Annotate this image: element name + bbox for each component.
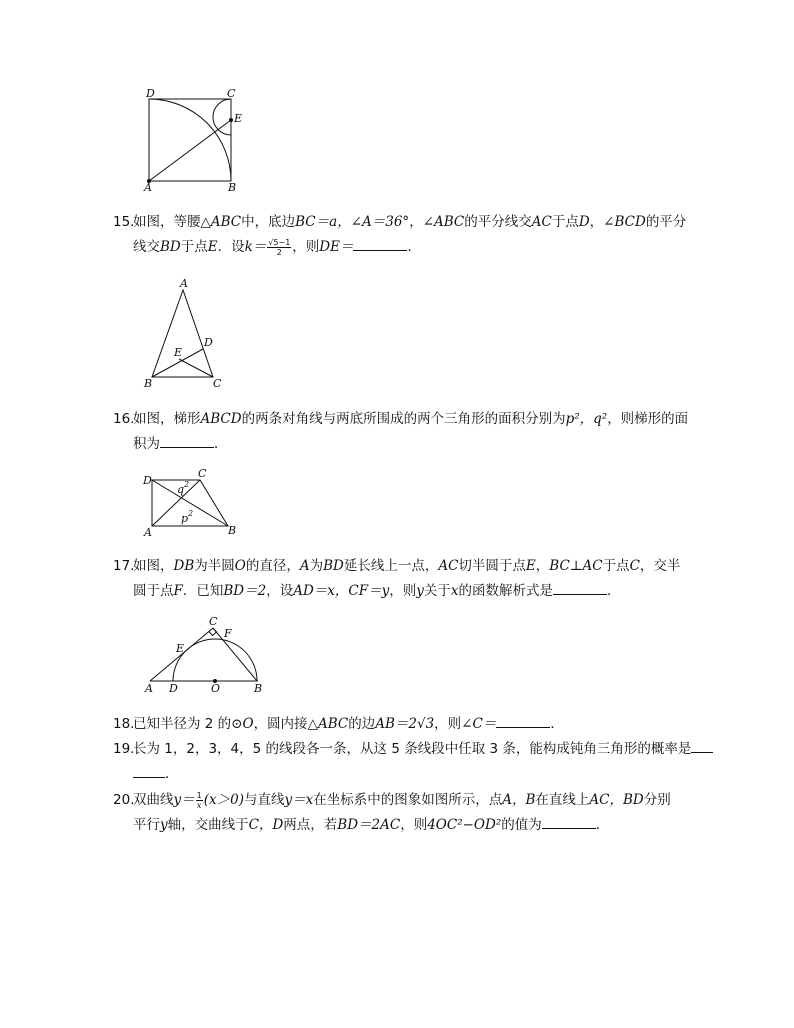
math: △ABC [307, 716, 349, 732]
question-number: 15. [113, 214, 135, 230]
math: △ABC [200, 214, 242, 230]
label-B: B [228, 181, 237, 194]
math: y＝x [284, 792, 314, 808]
text: 于点 [551, 214, 579, 230]
label-q-exponent: 2 [184, 480, 190, 489]
math: AC，BD [589, 792, 644, 808]
label-B: B [254, 682, 263, 695]
text: ，则 [434, 716, 462, 732]
text: 与直线 [243, 792, 285, 808]
math: BD＝2AC [337, 817, 401, 833]
question-16 [113, 407, 733, 457]
question-17 [113, 554, 733, 604]
text: ． [595, 817, 610, 833]
text: 积为 [133, 436, 160, 452]
math: y [416, 583, 424, 599]
text: 在直线上 [535, 792, 590, 808]
question-number: 20. [113, 792, 135, 808]
label-D: D [169, 682, 178, 695]
text: 在坐标系中的图象如图所示，点 [313, 792, 503, 808]
figure-trapezoid [140, 466, 240, 542]
math: BC⊥AC [549, 558, 603, 574]
text: 于点 [602, 558, 630, 574]
text: 的直径， [245, 558, 300, 574]
label-A: A [180, 277, 188, 290]
text: 双曲线 [133, 792, 174, 808]
text: ． [550, 716, 564, 732]
math: DB [173, 558, 195, 574]
text: ， [535, 558, 550, 574]
label-E: E [174, 346, 183, 359]
text: 分别 [643, 792, 671, 808]
label-p-exponent: 2 [188, 509, 194, 518]
text: 为 [309, 558, 324, 574]
question-20 [113, 788, 733, 838]
fraction-numerator: √5−1 [268, 237, 291, 247]
text: 切半圆于点 [458, 558, 526, 574]
math: x [450, 583, 459, 599]
text: 两点，若 [283, 817, 338, 833]
text: 延长线上一点， [343, 558, 439, 574]
math: y＝ [173, 792, 195, 808]
label-C: C [209, 615, 218, 628]
math: (x＞0) [203, 792, 244, 808]
text: 的值为 [501, 817, 542, 833]
question-15 [113, 210, 733, 260]
math: ∠ABC [422, 214, 465, 230]
answer-blank[interactable] [353, 236, 407, 251]
text: ， [409, 214, 423, 230]
text: 于点 [180, 239, 208, 255]
math: ⊙O [231, 716, 254, 732]
text: 的边 [348, 716, 376, 732]
answer-blank[interactable] [691, 738, 713, 753]
text: 的函数解析式是 [458, 583, 553, 599]
text: 的两条对角线与两底所围成的两个三角形的面积分别为 [241, 411, 566, 427]
math: BD [323, 558, 344, 574]
question-number: 18. [113, 716, 135, 732]
label-p: p [181, 512, 189, 525]
label-D: D [143, 474, 152, 487]
text: ． [165, 766, 179, 782]
text: ． [407, 239, 421, 255]
answer-blank[interactable] [496, 713, 550, 728]
label-E: E [176, 642, 185, 655]
math: DE＝ [319, 239, 354, 255]
text: ，则 [389, 583, 417, 599]
label-O: O [211, 682, 221, 695]
text: 长为 1，2，3，4，5 的线段各一条，从这 5 条线段中任取 3 条，能构成钝角三角形的概率是 [133, 741, 692, 757]
question-18 [113, 712, 733, 737]
label-B: B [228, 524, 237, 537]
question-number: 16. [113, 411, 135, 427]
text: 的平分线交 [464, 214, 532, 230]
fraction-denominator: 2 [276, 247, 282, 257]
label-C: C [227, 87, 236, 100]
text: ，则 [292, 239, 320, 255]
math: C，D [248, 817, 284, 833]
text: ， [589, 214, 604, 230]
math: E [207, 239, 218, 255]
math: AC [438, 558, 459, 574]
text: ，则 [400, 817, 428, 833]
text: ．已知 [182, 583, 224, 599]
math: D [578, 214, 590, 230]
math: A，B [502, 792, 536, 808]
label-F: F [224, 627, 232, 640]
label-E: E [234, 112, 243, 125]
question-number: 17. [113, 558, 135, 574]
math: AD＝x，CF＝y [293, 583, 390, 599]
math: AC [531, 214, 552, 230]
text: ，设 [266, 583, 294, 599]
fraction [196, 791, 203, 810]
text: ． [607, 583, 621, 599]
figure-isosceles-triangle [140, 276, 230, 392]
text: 如图， [133, 558, 174, 574]
fraction-numerator: 1 [196, 790, 202, 800]
text: ，则梯形的面 [607, 411, 689, 427]
math: 4OC²−OD² [427, 817, 502, 833]
label-q: q [177, 483, 185, 496]
label-D: D [146, 87, 155, 100]
text: 如图，等腰 [133, 214, 201, 230]
label-A: A [144, 181, 152, 194]
text: 圆于点 [133, 583, 174, 599]
text: ，圆内接 [253, 716, 308, 732]
label-D: D [204, 336, 213, 349]
text: ．设 [217, 239, 245, 255]
math: BD [160, 239, 181, 255]
math: C [629, 558, 640, 574]
question-19 [113, 737, 733, 787]
math: ∠C＝ [461, 716, 497, 732]
label-A: A [144, 526, 152, 539]
text: 轴，交曲线于 [167, 817, 249, 833]
text: 中，底边 [241, 214, 296, 230]
label-C: C [213, 377, 222, 390]
label-B: B [144, 377, 153, 390]
figure-square-arcs [140, 84, 250, 194]
label-C: C [198, 467, 207, 480]
figure-semicircle-tangent [140, 612, 270, 696]
answer-blank-continued[interactable] [133, 763, 165, 778]
math: ∠BCD [603, 214, 646, 230]
text: ． [214, 436, 228, 452]
fraction [267, 238, 291, 257]
text: 已知半径为 2 的 [133, 716, 232, 732]
text: 如图，梯形 [133, 411, 201, 427]
math: k＝ [244, 239, 267, 255]
text: ，交半 [639, 558, 681, 574]
math: BC＝a，∠A＝36° [295, 214, 410, 230]
math: p²，q² [565, 411, 608, 427]
text: 关于 [423, 583, 451, 599]
math: A [299, 558, 310, 574]
question-number: 19. [113, 741, 135, 757]
text: 为半圆 [194, 558, 235, 574]
math: ABCD [200, 411, 242, 427]
fraction-denominator: x [196, 800, 202, 810]
math: F [173, 583, 183, 599]
math: BD＝2 [223, 583, 267, 599]
answer-blank[interactable] [542, 814, 596, 829]
text: 线交 [133, 239, 160, 255]
text: 的平分 [645, 214, 687, 230]
text: 平行 [133, 817, 160, 833]
answer-blank[interactable] [160, 433, 214, 448]
math: y [160, 817, 168, 833]
label-A: A [145, 682, 153, 695]
math: E [525, 558, 536, 574]
answer-blank[interactable] [553, 580, 607, 595]
math: O [234, 558, 246, 574]
math: AB＝2√3 [375, 716, 435, 732]
